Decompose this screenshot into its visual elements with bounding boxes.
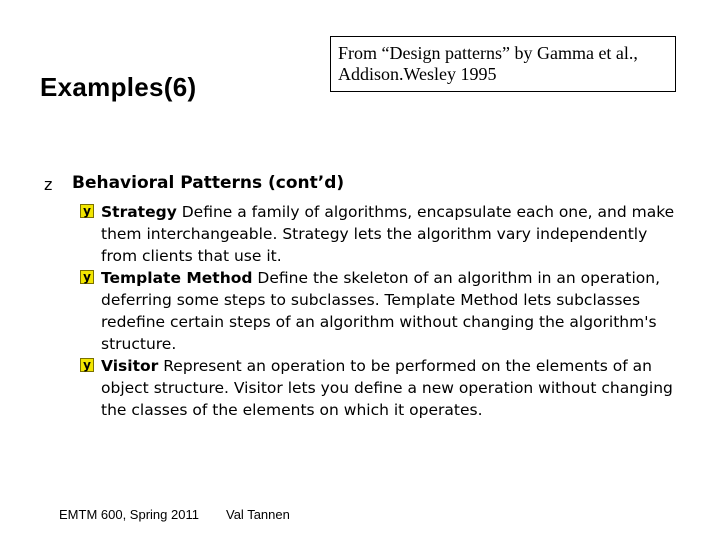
bullet-icon: y: [80, 270, 94, 284]
pattern-term: Strategy: [101, 203, 177, 221]
pattern-list: [80, 201, 680, 421]
slide-title: Examples(6): [40, 72, 197, 102]
footer-course: EMTM 600, Spring 2011: [59, 507, 199, 522]
list-item-strategy: [80, 201, 680, 267]
pattern-term: Template Method: [101, 269, 253, 287]
bullet-icon: y: [80, 204, 94, 218]
pattern-description: Represent an operation to be performed on the elements of an object structure. Visitor lets you define a new operation without changing the classes of the elements on which it operates.: [101, 357, 673, 419]
citation-box: From “Design patterns” by Gamma et al., Addison.Wesley 1995: [330, 36, 676, 92]
pattern-description: Define the skeleton of an algorithm in an operation, deferring some steps to subclasses. Template Method lets subclasses redefine certain steps of an algorithm without changing the algorithm's structure.: [101, 269, 661, 353]
list-item-visitor: [80, 355, 680, 421]
section-bullet-icon: z: [44, 175, 53, 194]
pattern-description: Define a family of algorithms, encapsulate each one, and make them interchangeable. Strategy lets the algorithm vary independently from clients that use it.: [101, 203, 675, 265]
footer-author: Val Tannen: [226, 507, 290, 522]
section-heading-text: Behavioral Patterns (cont’d): [72, 173, 345, 193]
pattern-term: Visitor: [101, 357, 159, 375]
bullet-icon: y: [80, 358, 94, 372]
list-item-template-method: [80, 267, 680, 355]
